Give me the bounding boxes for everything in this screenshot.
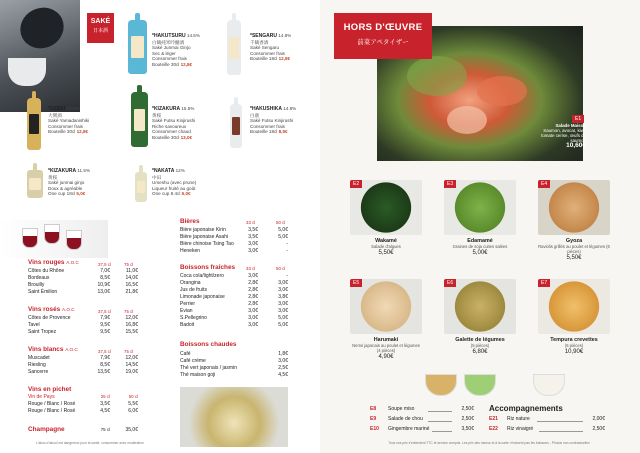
bottle-kizakura [131,92,148,147]
champagne-row: Champagne 75 cl 35,0€ [28,426,138,433]
list-item: Orangina 2,8€ 3,0€ [180,280,288,286]
menu-row: E21 Riz nature 2,00€ [489,416,605,422]
menu-row: E8 Soupe miso 2,50€ [370,406,474,412]
list-item: S.Pellegrino 3,0€ 5,0€ [180,315,288,321]
sake-badge [87,13,114,43]
section-title: HORS D'ŒUVRE [343,22,423,33]
sake-item: *HAKUSHIKA 14.8% 白鹿 Saké Futsu Kinjirushi Consommer frais Bouteille 18cl 8,5€ [250,106,297,135]
menu-row: E10 Gingembre mariné 3,50€ [370,426,474,432]
list-item: Rouge / Blanc / Rosé 4,5€ 6,0€ [28,408,138,414]
bottle-kizakura-cup [27,170,43,198]
accompagnements-title: Accompagnements [489,404,563,413]
bottle-hakushika [230,104,242,148]
sake-item: *NAKATA 12% 中田 Umeshu (avec prune) Liqueur fruité au goût One cup 8.4cl 5,0€ [152,168,197,197]
chaudes-title: Boissons chaudes [180,341,237,348]
dish-card: E2 Wakamé Salade d'algues 5,50€ [350,180,422,256]
list-item: Riesling 8,5€ 14,5€ [28,362,138,368]
dish-card: E5 Harumaki Nems japonais au poulet et légumes (4 pièces) 4,90€ [350,279,422,360]
tea-photo [180,387,288,447]
sake-cup [8,58,46,86]
sake-item: *KIZAKURA 15.5% 黄桜 Saké Futsu Kinjirushi Riche savoureux Consommer chaud Bouteille 30cl 13,0€ [152,106,196,140]
col-header: 33 cl [246,220,256,225]
list-item: Bière chinoise Tsing Tao 3,0€ - [180,241,288,247]
list-item: Bière japonaise Asahi 3,5€ 5,0€ [180,234,288,240]
list-item: Coca cola/light/zero 3,0€ - [180,273,288,279]
price-note: Tous nos prix s'entendent TTC et service compris. Les prix des menus et à la carte n'incluent pas les boissons - Photos non contractuelles [388,441,590,445]
sake-item: *OZEKI 14.8% 大関酒 Saké Yamadanishiki Consommer frais Bouteille 30cl 12,8€ [48,106,90,135]
alcohol-warning: L'abus d'alcool est dangereux pour la santé, consommer avec modération [36,441,144,445]
list-item: Limonade japonaise 2,8€ 3,8€ [180,294,288,300]
sake-jug [14,1,71,56]
menu-row: E9 Salade de chou 2,50€ [370,416,474,422]
sake-item: *KIZAKURA 11.5% 黄桜 Saké junmai ginjo Doux & agréable One cup 18cl 5,0€ [48,168,91,197]
bottle-hakutsuru [128,20,147,74]
col-header: 50 cl [276,220,286,225]
col-header: 75 cl [124,309,134,314]
list-item: Thé vert japonais / jasmin 2,5€ [180,365,288,371]
dish-card: E7 Tempura crevettes (6 pièces) 10,90€ [538,279,610,355]
list-item: Evian 3,0€ 3,0€ [180,308,288,314]
col-header: 33 cl [246,266,256,271]
bottle-nakata [135,172,147,202]
list-item: Heneken 3,0€ - [180,248,288,254]
list-item: Bière japonaise Kirin 3,5€ 5,0€ [180,227,288,233]
list-item: Bordeaux 8,5€ 14,0€ [28,275,138,281]
section-header [334,13,432,59]
col-header: 37,5 cl [98,349,111,354]
fraiches-title: Boissons fraîches [180,264,236,271]
bieres-title: Bières [180,218,200,225]
dish-code-badge: E1 [572,115,584,123]
col-header: 37,5 cl [98,309,111,314]
list-item: Brouilly 10,9€ 16,5€ [28,282,138,288]
vins-pichet-title: Vins en pichet [28,386,72,393]
vins-rouges-title: Vins rouges A.O.C [28,259,79,266]
vins-pichet-sub: Vin de Pays 25 cl 50 cl [28,394,138,400]
sake-badge-title: SAKÉ [90,18,111,25]
list-item: Badoit 3,0€ 5,0€ [180,322,288,328]
vins-roses-title: Vins rosés A.O.C [28,306,75,313]
list-item: Café crème 3,0€ [180,358,288,364]
col-header: 75 cl [124,262,134,267]
list-item: Thé maison goji 4,5€ [180,372,288,378]
list-item: Jus de fruits 2,8€ 3,0€ [180,287,288,293]
list-item: Saint Tropez 9,5€ 15,5€ [28,329,138,335]
wine-glasses-photo [0,220,108,258]
sake-item: *HAKUTSURU 14.5% 白鶴純米吟醸酒 Saké Junmai Ginjo Sec & léger Consommer frais Bouteille 30cl 12,8€ [152,33,200,67]
dish-card: E4 Gyoza Raviolis grillés au poulet et légumes (6 pièces) 5,50€ [538,181,610,261]
list-item: Rouge / Blanc / Rosé 3,5€ 5,5€ [28,401,138,407]
col-header: 37,5 cl [98,262,111,267]
dish-card: E6 Galette de légumes (5 pièces) 6,80€ [444,279,516,355]
bottle-ozeki [27,98,41,150]
col-header: 50 cl [276,266,286,271]
main-dish-caption: Salade Maison Saumon, avocat, kiwi, tomate cerise, œufs de saumon 10,60€ [541,123,586,149]
list-item: Tavel 9,5€ 16,8€ [28,322,138,328]
list-item: Perrier 2,8€ 3,0€ [180,301,288,307]
col-header: 75 cl [124,349,134,354]
sake-item: *SENGARU 14.8% 千鶴香酒 Saké Sengaru Consommer frais Bouteille 18cl 12,8€ [250,33,292,62]
list-item: Café 1,8€ [180,351,288,357]
sake-badge-sub: 日本酒 [92,28,108,34]
list-item: Muscadet 7,9€ 12,0€ [28,355,138,361]
bottle-sengaru [227,20,241,75]
list-item: Côtes de Provence 7,9€ 12,0€ [28,315,138,321]
sake-photo [0,0,80,112]
menu-row: E22 Riz vinaigré 2,50€ [489,426,605,432]
list-item: Saint Émilion 13,0€ 21,8€ [28,289,138,295]
section-subtitle: 前菜アペタイザー [357,39,409,46]
list-item: Sancerre 13,5€ 19,0€ [28,369,138,375]
dish-card: E3 Edamamé Graines de soja cuites salées 5,00€ [444,180,516,256]
vins-blancs-title: Vins blancs A.O.C [28,346,78,353]
list-item: Côtes du Rhône 7,0€ 11,0€ [28,268,138,274]
